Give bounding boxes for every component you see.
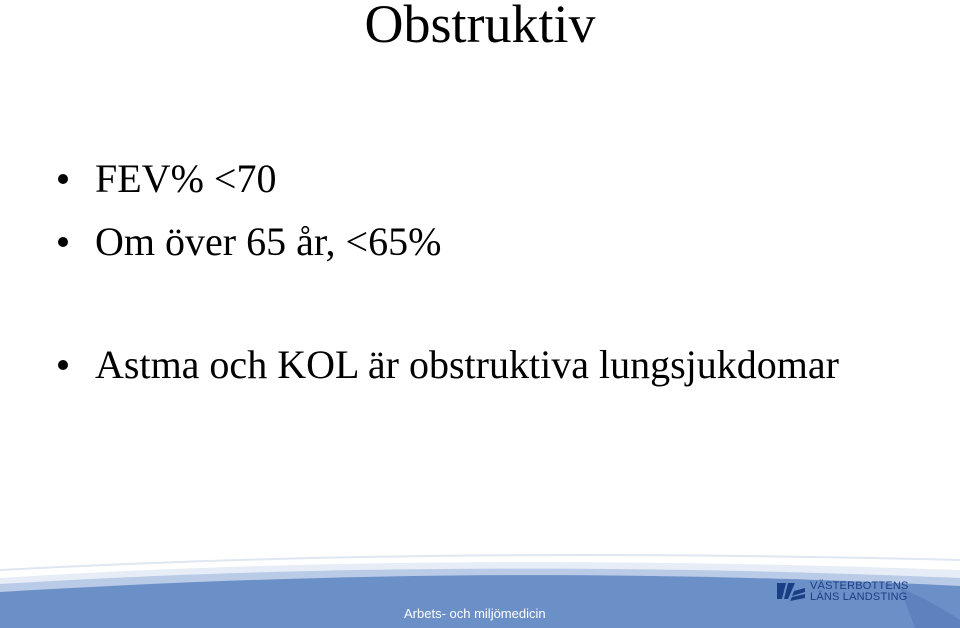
bullet-item [54,155,276,203]
bullet-item [54,341,839,389]
bullet-icon [54,155,95,203]
logo-wordmark [810,581,909,603]
bullet-text: FEV% <70 [95,156,277,201]
logo-line-1: VÄSTERBOTTENS [810,580,909,592]
bullet-text: Astma och KOL är obstruktiva lungsjukdomar [95,342,839,387]
logo-line-2: LÄNS LANDSTING [810,591,908,603]
bullet-text: Om över 65 år, <65% [95,219,442,264]
vll-logo-icon [776,580,806,602]
bullet-item [54,218,441,266]
slide-title: Obstruktiv [364,0,596,54]
footer-text: Arbets- och miljömedicin [404,606,546,621]
bullet-icon [54,341,95,389]
bullet-icon [54,218,95,266]
organization-logo [776,576,960,612]
